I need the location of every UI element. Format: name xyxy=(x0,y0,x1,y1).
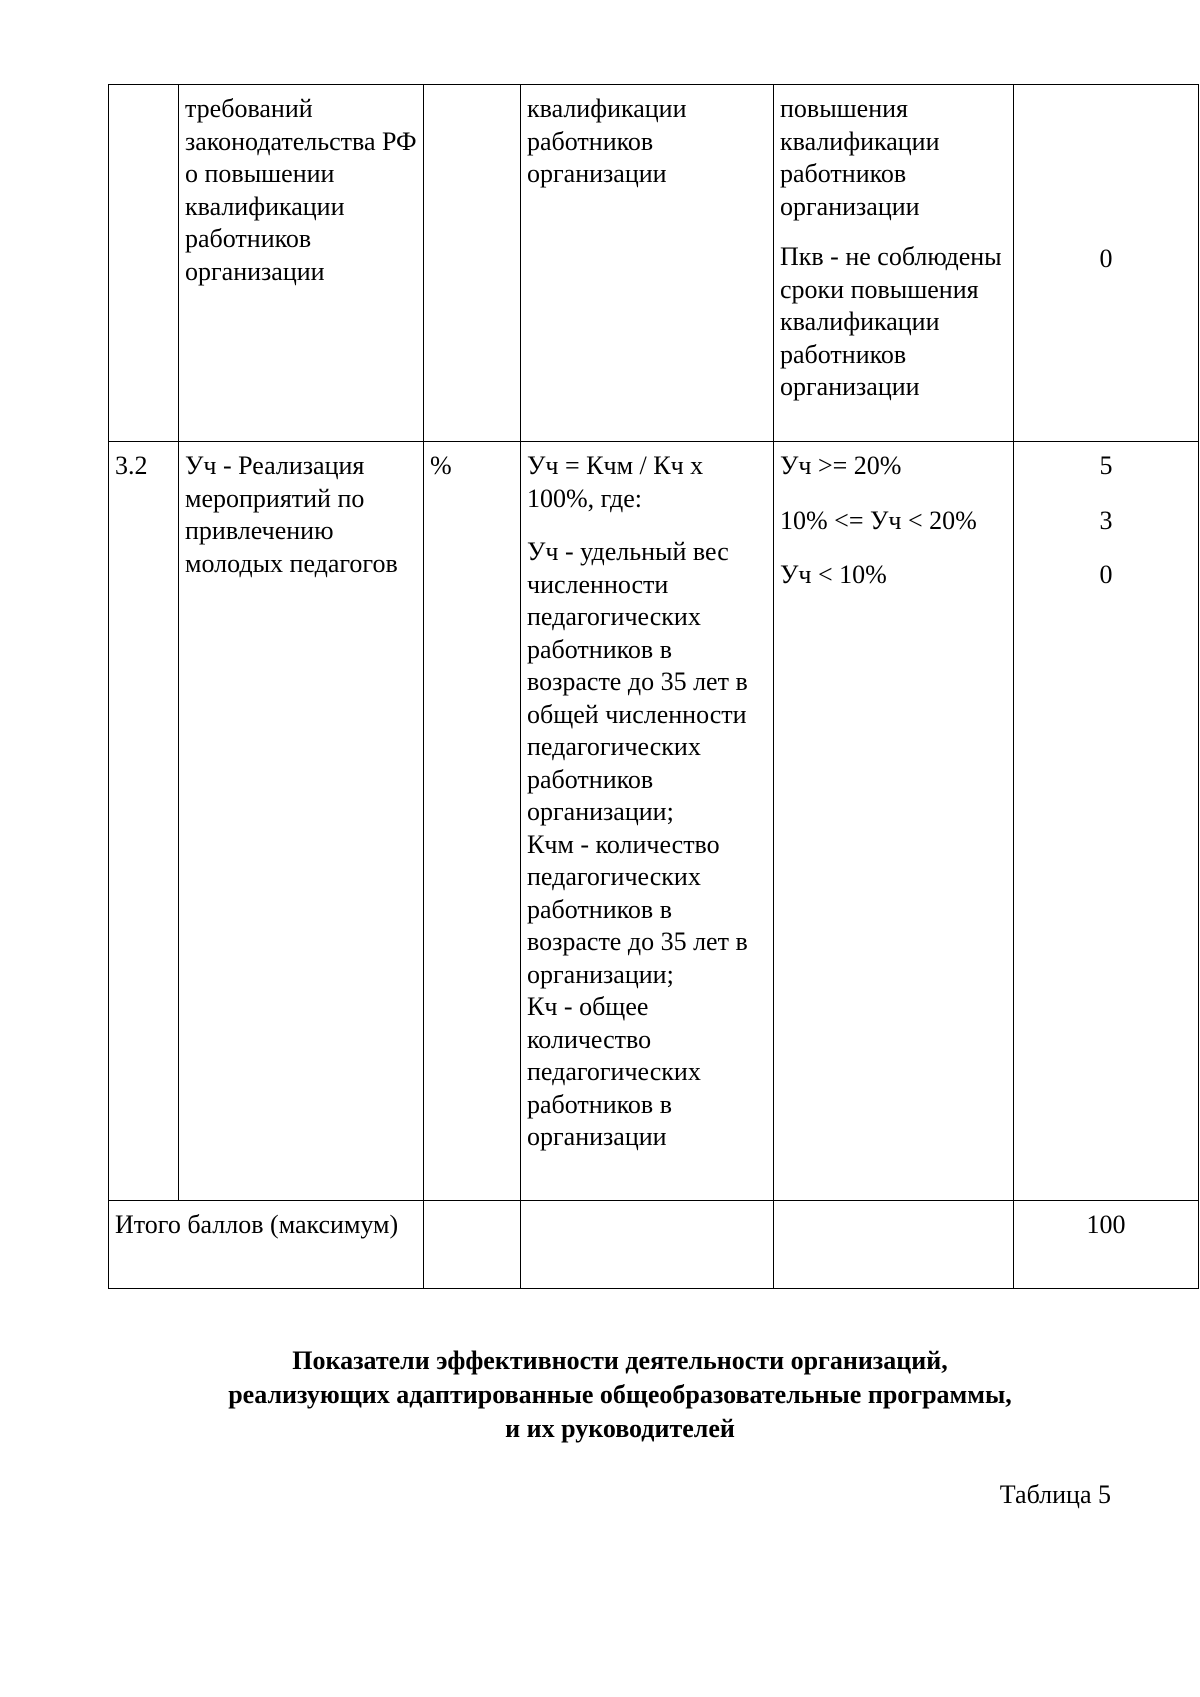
criteria-text: Уч >= 20% xyxy=(780,451,902,480)
formula-cell xyxy=(521,85,774,442)
formula-cell xyxy=(521,442,774,1201)
criteria-cell xyxy=(774,442,1014,1201)
formula-definition: Уч - удельный вес численности педагогических работников в возрасте до 35 лет в общей численности педагогических работников организации; xyxy=(527,537,748,826)
table-row xyxy=(109,85,1199,442)
formula-text: квалификации работников организации xyxy=(527,94,687,188)
heading-line: реализующих адаптированные общеобразовательные программы, xyxy=(228,1380,1012,1409)
indicator-name: требований законодательства РФ о повышении квалификации работников организации xyxy=(185,94,417,286)
score-cell xyxy=(1014,85,1199,442)
heading-line: Показатели эффективности деятельности организаций, xyxy=(292,1346,948,1375)
total-label-cell xyxy=(109,1201,424,1289)
row-number-cell xyxy=(109,442,179,1201)
total-score: 100 xyxy=(1086,1210,1126,1239)
unit-cell xyxy=(424,85,521,442)
score-value: 0 xyxy=(1099,244,1113,273)
section-heading xyxy=(108,1344,1132,1446)
table-row-total xyxy=(109,1201,1199,1289)
row-number-cell xyxy=(109,85,179,442)
unit-value: % xyxy=(430,451,452,480)
score-cell xyxy=(1014,442,1199,1201)
indicator-name: Уч - Реализация мероприятий по привлечению молодых педагогов xyxy=(185,451,398,578)
heading-line: и их руководителей xyxy=(505,1414,735,1443)
formula-cell xyxy=(521,1201,774,1289)
row-number: 3.2 xyxy=(115,451,148,480)
score-value: 0 xyxy=(1099,560,1113,589)
criteria-cell xyxy=(774,1201,1014,1289)
criteria-text: 10% <= Уч < 20% xyxy=(780,505,977,535)
score-value: 5 xyxy=(1099,451,1113,480)
indicators-table xyxy=(108,84,1199,1289)
criteria-cell xyxy=(774,85,1014,442)
indicator-name-cell xyxy=(179,85,424,442)
formula-definition: Кчм - количество педагогических работников в возрасте до 35 лет в организации; xyxy=(527,829,748,989)
formula-text: Уч = Кчм / Кч x 100%, где: xyxy=(527,451,704,513)
score-cell xyxy=(1014,1201,1199,1289)
table-row xyxy=(109,442,1199,1201)
score-value: 3 xyxy=(1099,505,1113,535)
table-number-label: Таблица 5 xyxy=(999,1480,1111,1509)
criteria-text: Пкв - не соблюдены сроки повышения квалификации работников организации xyxy=(780,242,1002,401)
indicator-name-cell xyxy=(179,442,424,1201)
criteria-text: повышения квалификации работников организации xyxy=(780,94,940,221)
unit-cell xyxy=(424,442,521,1201)
criteria-text: Уч < 10% xyxy=(780,560,887,589)
total-label: Итого баллов (максимум) xyxy=(115,1210,399,1239)
unit-cell xyxy=(424,1201,521,1289)
formula-definition: Кч - общее количество педагогических работников в организации xyxy=(527,992,701,1151)
